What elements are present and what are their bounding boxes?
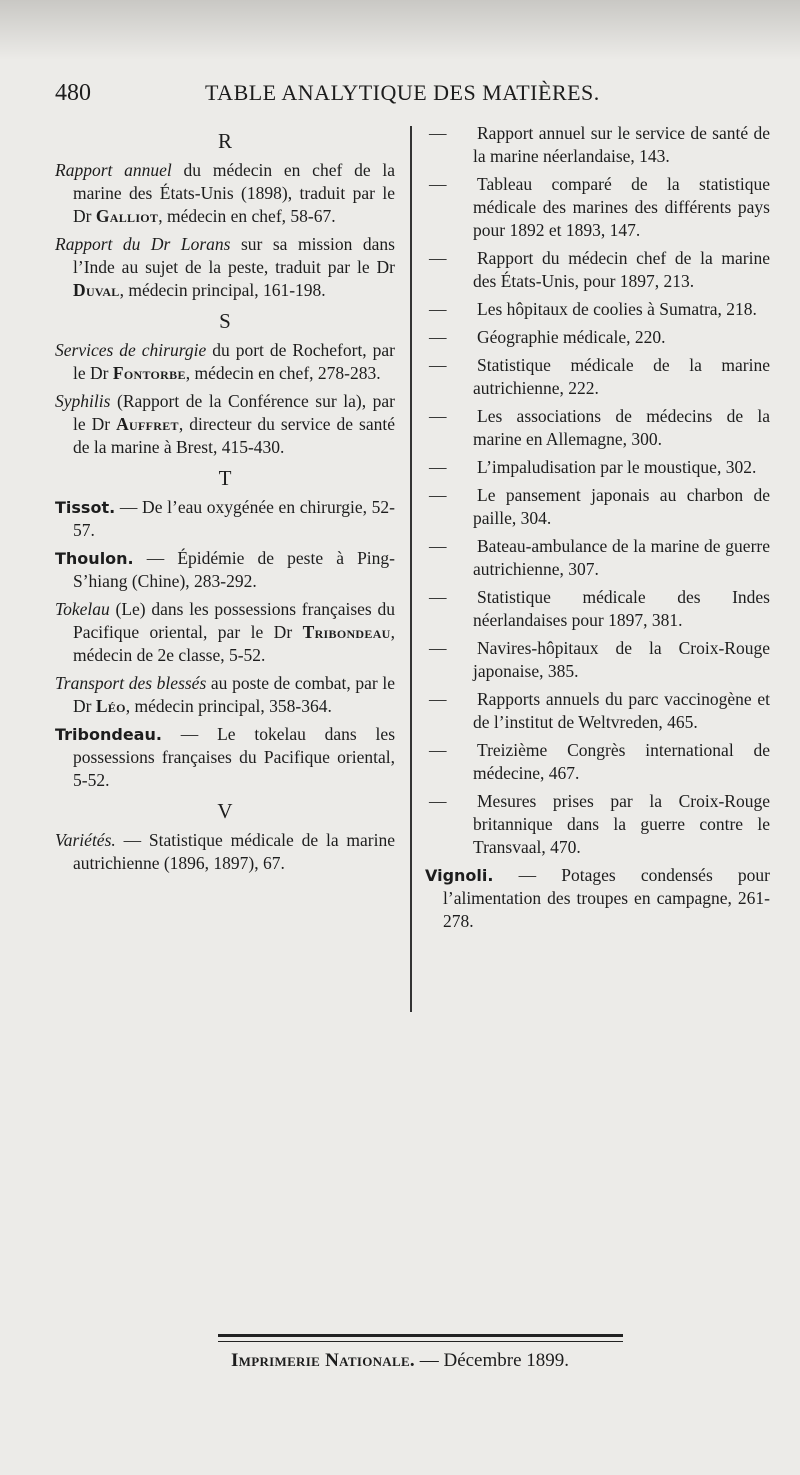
index-subentry xyxy=(425,790,770,859)
entry-dash: — xyxy=(429,689,447,709)
entry-dash: — xyxy=(429,174,447,194)
entry-dash: — xyxy=(429,457,447,477)
entry-text: Géographie médicale, 220. xyxy=(477,327,666,347)
entry-pages: , directeur du service de santé de la marine à Brest, 415-430. xyxy=(73,414,395,457)
index-subentry xyxy=(425,637,770,683)
running-title: TABLE ANALYTIQUE DES MATIÈRES. xyxy=(205,80,600,105)
index-subentry xyxy=(425,326,770,349)
entry-dash: — xyxy=(429,587,447,607)
entry-text: Navires-hôpitaux de la Croix-Rouge japonaise, 385. xyxy=(473,638,770,681)
author-name: Galliot xyxy=(95,206,159,226)
entry-lead: Variétés. xyxy=(55,830,116,850)
imprint-separator: — xyxy=(414,1350,444,1371)
entry-dash: — xyxy=(429,485,447,505)
author-name: Léo xyxy=(95,696,126,716)
index-entry xyxy=(55,547,395,593)
entry-pages: , médecin principal, 358-364. xyxy=(125,696,332,716)
scan-shadow xyxy=(0,0,800,60)
entry-text: Statistique médicale des Indes néerlandaises pour 1897, 381. xyxy=(473,587,770,630)
section-letter-t: T xyxy=(218,466,232,490)
index-subentry xyxy=(425,535,770,581)
author-name: Fontorbe xyxy=(112,363,186,383)
index-subentry xyxy=(425,405,770,451)
index-entry xyxy=(55,672,395,718)
entry-text: — Potages condensés pour l’alimentation des troupes en campagne, 261-278. xyxy=(443,865,770,931)
entry-text: au poste de combat, par le Dr xyxy=(73,673,395,716)
entry-text: Mesures prises par la Croix-Rouge britannique dans la guerre contre le Transvaal, 470. xyxy=(473,791,770,857)
entry-text: Le pansement japonais au charbon de paille, 304. xyxy=(473,485,770,528)
entry-text: Treizième Congrès international de médecine, 467. xyxy=(473,740,770,783)
index-entry xyxy=(55,496,395,542)
entry-lead: Services de chirurgie xyxy=(55,340,207,360)
index-subentry xyxy=(425,173,770,242)
entry-lead: Rapport du Dr Lorans xyxy=(55,234,231,254)
entry-text: — Épidémie de peste à Ping-S’hiang (Chine), 283-292. xyxy=(73,548,395,591)
author-name: Auffret xyxy=(116,414,179,434)
index-entry xyxy=(55,723,395,792)
entry-text: (Rapport de la Conférence sur la), par le Dr xyxy=(73,391,395,434)
entry-dash: — xyxy=(429,299,447,319)
index-subentry xyxy=(425,688,770,734)
entry-pages: , médecin en chef, 278-283. xyxy=(185,363,381,383)
left-column xyxy=(55,122,395,880)
entry-lead: Tokelau xyxy=(55,599,110,619)
index-entry xyxy=(55,390,395,459)
index-entry xyxy=(425,864,770,933)
entry-dash: — xyxy=(429,740,447,760)
index-entry xyxy=(55,339,395,385)
entry-text: Rapport annuel sur le service de santé de la marine néerlandaise, 143. xyxy=(473,123,770,166)
entry-text: Rapport du médecin chef de la marine des États-Unis, pour 1897, 213. xyxy=(473,248,770,291)
entry-pages: , médecin en chef, 58-67. xyxy=(158,206,336,226)
entry-lead: Transport des blessés xyxy=(55,673,207,693)
entry-pages: , médecin principal, 161-198. xyxy=(119,280,326,300)
entry-dash: — xyxy=(429,406,447,426)
entry-lead: Vignoli. xyxy=(425,866,494,885)
index-entry xyxy=(55,598,395,667)
entry-text: sur sa mission dans l’Inde au sujet de la peste, traduit par le Dr xyxy=(73,234,395,277)
entry-text: — De l’eau oxygénée en chirurgie, 52-57. xyxy=(73,497,395,540)
page-header xyxy=(55,80,765,114)
page-number: 480 xyxy=(55,80,91,106)
entry-text: — Statistique médicale de la marine autrichienne (1896, 1897), 67. xyxy=(73,830,395,873)
entry-pages: , médecin de 2e classe, 5-52. xyxy=(73,622,395,665)
entry-text: Les hôpitaux de coolies à Sumatra, 218. xyxy=(477,299,757,319)
index-subentry xyxy=(425,122,770,168)
print-date: Décembre 1899. xyxy=(443,1350,570,1371)
entry-text: du médecin en chef de la marine des États-Unis (1898), traduit par le Dr xyxy=(73,160,395,226)
entry-dash: — xyxy=(429,123,447,143)
index-subentry xyxy=(425,354,770,400)
index-subentry xyxy=(425,739,770,785)
entry-dash: — xyxy=(429,327,447,347)
entry-text: du port de Rochefort, par le Dr xyxy=(73,340,395,383)
entry-dash: — xyxy=(429,791,447,811)
column-divider xyxy=(410,126,412,1012)
printer-name: Imprimerie Nationale. xyxy=(230,1350,415,1371)
index-subentry xyxy=(425,456,770,479)
section-letter-r: R xyxy=(217,129,232,153)
index-subentry xyxy=(425,298,770,321)
entry-text: Bateau-ambulance de la marine de guerre autrichienne, 307. xyxy=(473,536,770,579)
entry-lead: Thoulon. xyxy=(55,549,134,568)
entry-lead: Tribondeau. xyxy=(55,725,162,744)
section-letter-v: V xyxy=(217,799,233,823)
index-subentry xyxy=(425,484,770,530)
entry-dash: — xyxy=(429,638,447,658)
index-entry xyxy=(55,159,395,228)
entry-lead: Tissot. xyxy=(55,498,116,517)
right-column xyxy=(425,122,770,938)
footer-rule xyxy=(218,1334,623,1342)
entry-text: L’impaludisation par le moustique, 302. xyxy=(477,457,757,477)
index-entry xyxy=(55,233,395,302)
author-name: Tribondeau xyxy=(302,622,391,642)
index-subentry xyxy=(425,247,770,293)
entry-lead: Rapport annuel xyxy=(55,160,172,180)
index-subentry xyxy=(425,586,770,632)
entry-text: Statistique médicale de la marine autrichienne, 222. xyxy=(473,355,770,398)
entry-lead: Syphilis xyxy=(55,391,111,411)
entry-text: Rapports annuels du parc vaccinogène et de l’institut de Weltvreden, 465. xyxy=(473,689,770,732)
entry-text: Les associations de médecins de la marine en Allemagne, 300. xyxy=(473,406,770,449)
entry-dash: — xyxy=(429,248,447,268)
entry-dash: — xyxy=(429,536,447,556)
entry-text: — Le tokelau dans les possessions françaises du Pacifique oriental, 5-52. xyxy=(73,724,395,790)
entry-text: Tableau comparé de la statistique médicale des marines des différents pays pour 1892 et 1893, 147. xyxy=(473,174,770,240)
index-entry xyxy=(55,829,395,875)
entry-text: (Le) dans les possessions françaises du Pacifique oriental, par le Dr xyxy=(73,599,395,642)
entry-dash: — xyxy=(429,355,447,375)
section-letter-s: S xyxy=(219,309,231,333)
imprint xyxy=(0,1350,800,1372)
author-name: Duval xyxy=(73,280,120,300)
